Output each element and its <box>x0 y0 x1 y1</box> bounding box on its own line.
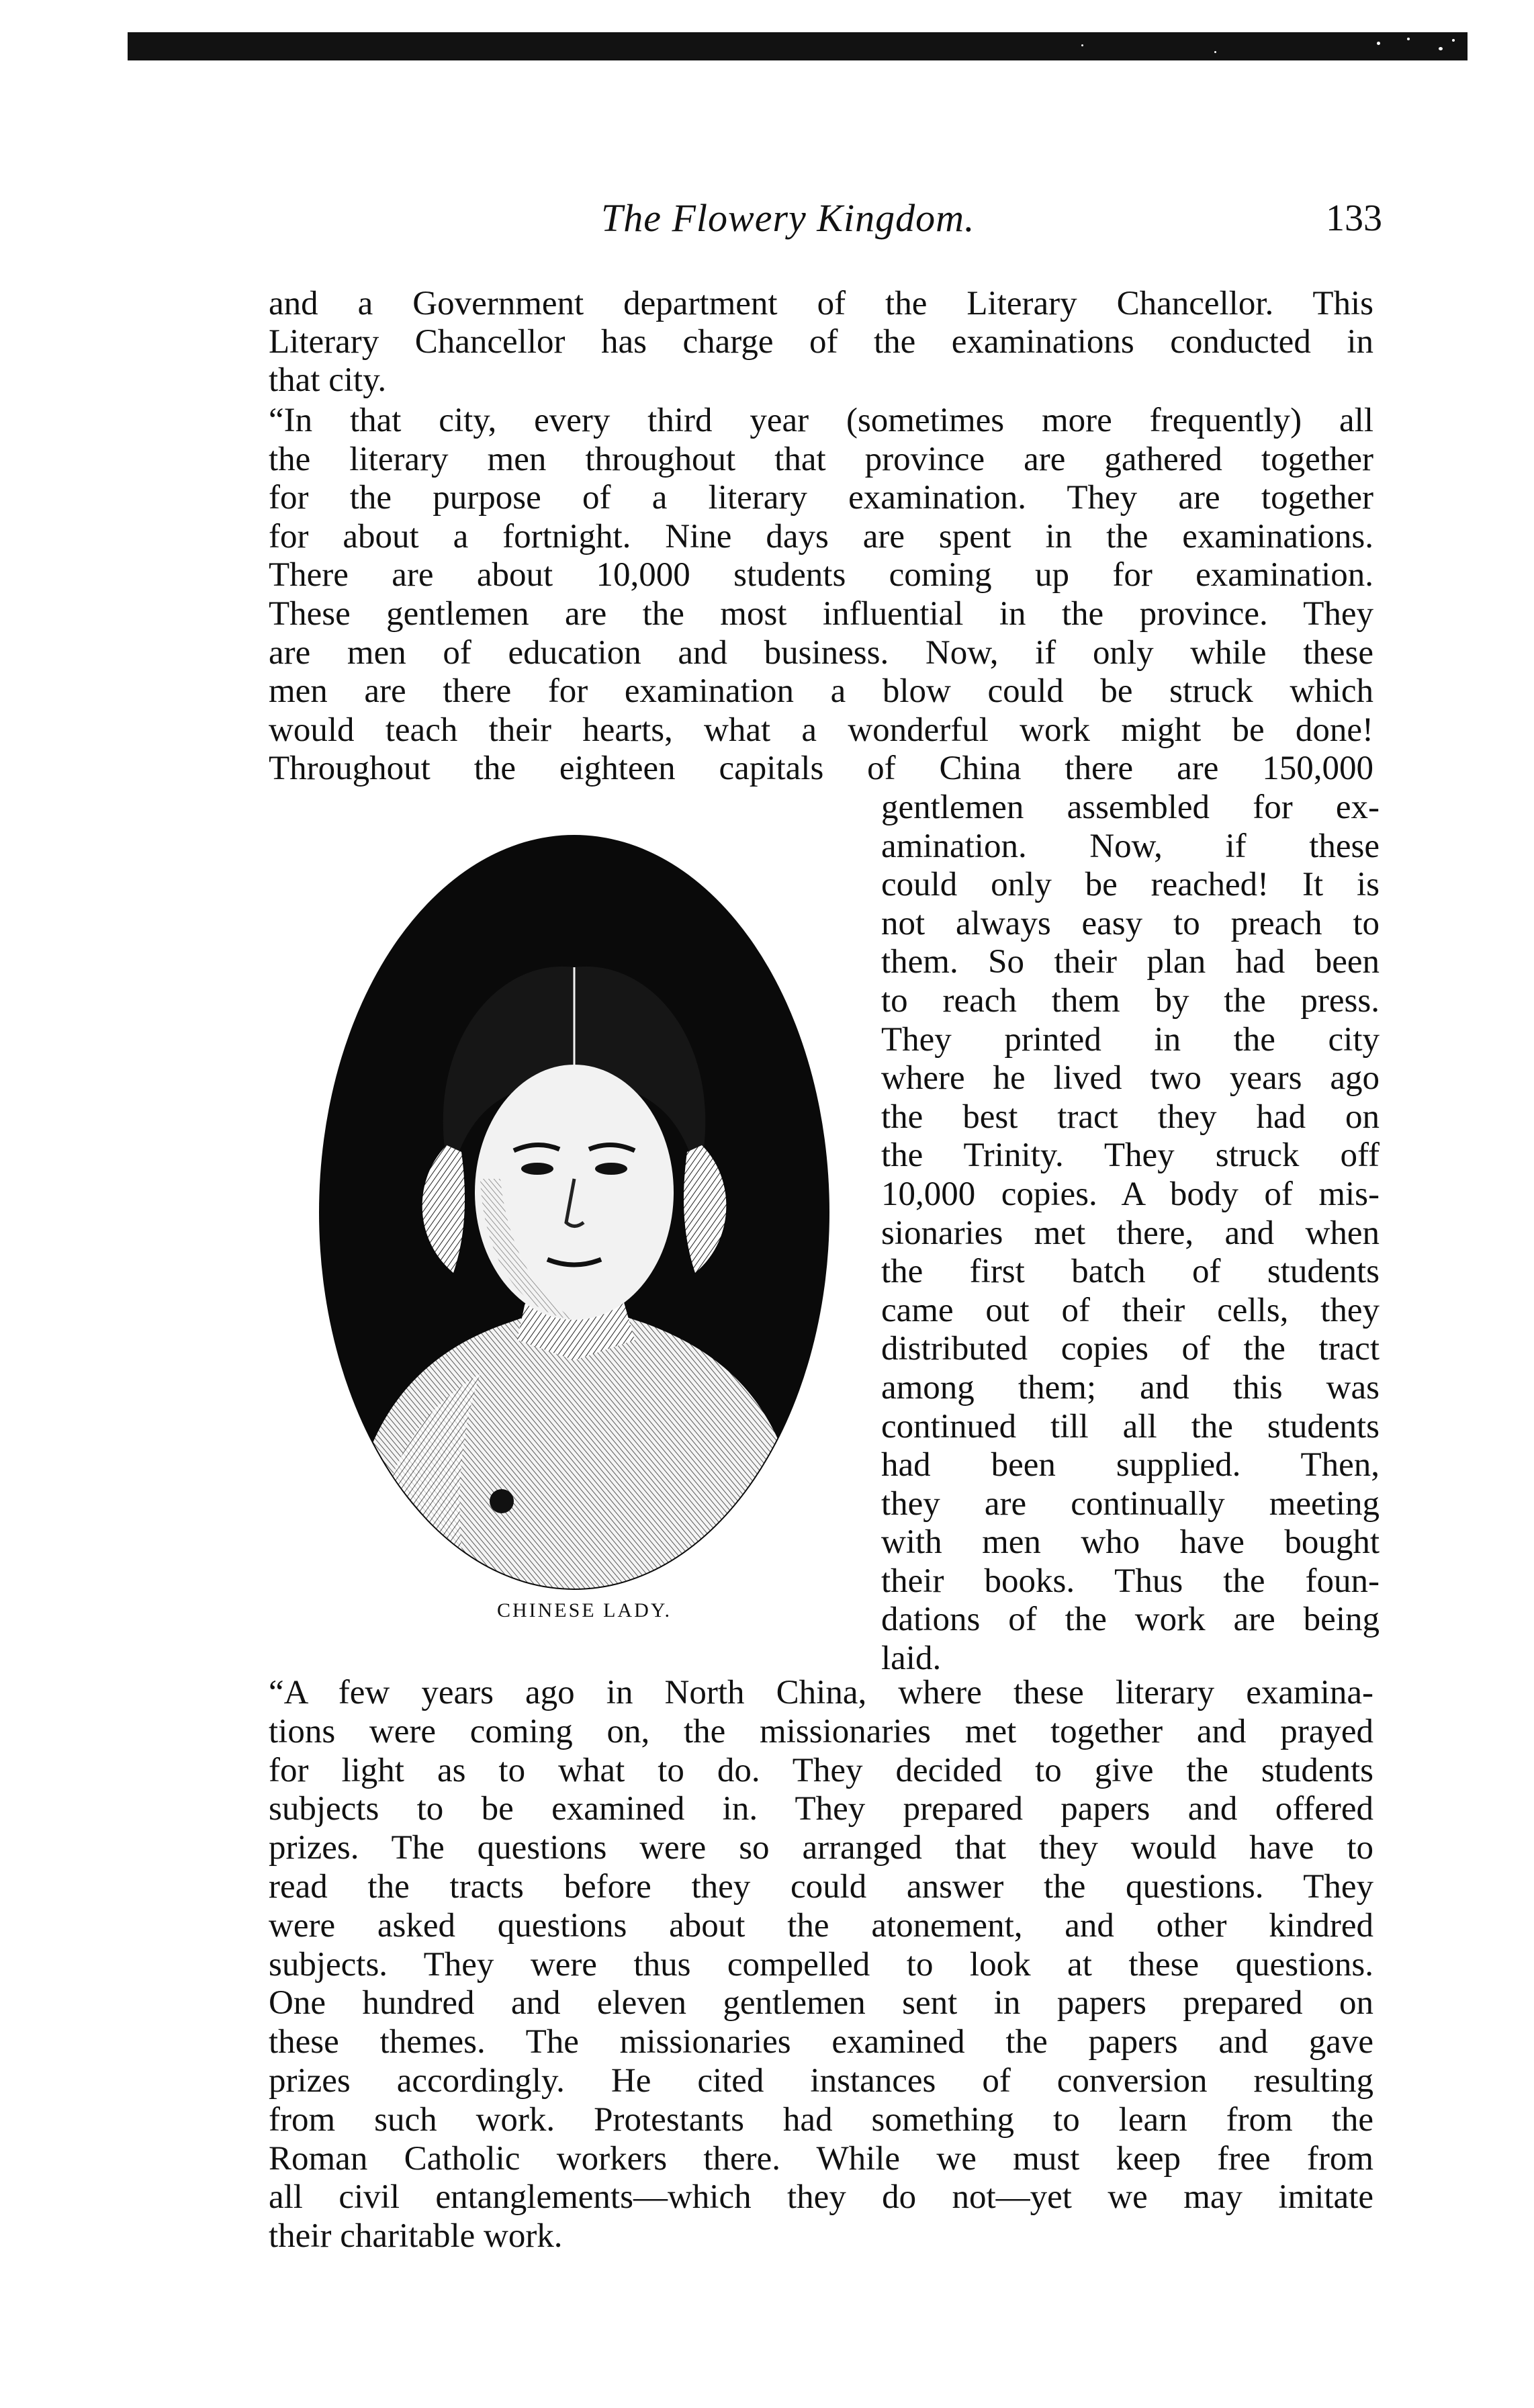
text-line: tions were coming on, the missionaries met together and prayed <box>269 1712 1373 1750</box>
text-line: There are about 10,000 students coming up for examination. <box>269 556 1373 594</box>
text-line: Literary Chancellor has charge of the examinations conducted in <box>269 323 1373 361</box>
text-line: their charitable work. <box>269 2217 563 2256</box>
text-line: all civil entanglements—which they do not—yet we may imitate <box>269 2178 1373 2217</box>
text-line: men are there for examination a blow could be struck which <box>269 672 1373 711</box>
portrait-engraving <box>306 830 843 1595</box>
rule-speck <box>1081 44 1083 46</box>
text-line: continued till all the students <box>881 1407 1380 1445</box>
text-line: to reach them by the press. <box>881 981 1380 1020</box>
text-line: prizes. The questions were so arranged that they would have to <box>269 1829 1373 1867</box>
text-line: the literary men throughout that province are gathered together <box>269 440 1373 478</box>
text-line: from such work. Protestants had something to learn from the <box>269 2100 1373 2139</box>
text-line: among them; and this was <box>881 1368 1380 1407</box>
paragraph-2 <box>269 402 1373 789</box>
text-line: gentlemen assembled for ex- <box>881 789 1380 826</box>
text-line: dations of the work are being <box>881 1601 1380 1639</box>
text-line: subjects to be examined in. They prepared papers and offered <box>269 1790 1373 1828</box>
text-line: “In that city, every third year (sometimes more frequently) all <box>269 402 1373 439</box>
text-line: prizes accordingly. He cited instances of conversion resulting <box>269 2061 1373 2100</box>
text-line: that city. <box>269 361 387 399</box>
text-line: with men who have bought <box>881 1523 1380 1562</box>
text-line: their books. Thus the foun- <box>881 1562 1380 1600</box>
face <box>475 1065 674 1320</box>
text-line: where he lived two years ago <box>881 1059 1380 1098</box>
garment-button <box>490 1489 514 1513</box>
text-line: for the purpose of a literary examination. They are together <box>269 479 1373 517</box>
paragraph-2-wrap <box>881 789 1380 1679</box>
text-line: and a Government department of the Literary Chancellor. This <box>269 285 1373 322</box>
text-line: These gentlemen are the most influential in the province. They <box>269 594 1373 633</box>
rule-speck <box>1214 51 1216 53</box>
text-line: read the tracts before they could answer the questions. They <box>269 1867 1373 1906</box>
text-line: One hundred and eleven gentlemen sent in papers prepared on <box>269 1984 1373 2022</box>
text-line: they are continually meeting <box>881 1484 1380 1523</box>
text-line: could only be reached! It is <box>881 866 1380 904</box>
figure-caption: CHINESE LADY. <box>496 1599 672 1621</box>
eye-right <box>595 1163 627 1175</box>
page-header <box>269 195 1397 242</box>
text-line: sionaries met there, and when <box>881 1214 1380 1252</box>
text-line: for about a fortnight. Nine days are spent in the examinations. <box>269 517 1373 555</box>
text-line: not always easy to preach to <box>881 904 1380 942</box>
text-line: 10,000 copies. A body of mis- <box>881 1175 1380 1213</box>
rule-speck <box>1452 39 1455 42</box>
running-title: The Flowery Kingdom. <box>601 196 975 240</box>
text-line: the Trinity. They struck off <box>881 1136 1380 1175</box>
text-line: them. So their plan had been <box>881 943 1380 981</box>
text-line: these themes. The missionaries examined the papers and gave <box>269 2023 1373 2061</box>
text-line: had been supplied. Then, <box>881 1446 1380 1484</box>
paragraph-3 <box>269 1674 1373 2256</box>
eye-left <box>521 1163 553 1175</box>
paragraph-1 <box>269 285 1373 400</box>
text-line: amination. Now, if these <box>881 827 1380 865</box>
portrait-illustration <box>306 830 843 1595</box>
text-line: distributed copies of the tract <box>881 1330 1380 1368</box>
text-line: came out of their cells, they <box>881 1291 1380 1329</box>
text-line: the first batch of students <box>881 1253 1380 1291</box>
rule-speck <box>1407 38 1410 40</box>
text-line: subjects. They were thus compelled to look at these questions. <box>269 1945 1373 1983</box>
top-rule <box>128 32 1468 60</box>
text-line: laid. <box>881 1640 942 1678</box>
page-number: 133 <box>1326 197 1382 239</box>
rule-speck <box>1377 42 1380 45</box>
text-line: Roman Catholic workers there. While we must keep free from <box>269 2139 1373 2178</box>
text-line: the best tract they had on <box>881 1098 1380 1136</box>
text-line: “A few years ago in North China, where these literary examina- <box>269 1674 1373 1711</box>
text-line: are men of education and business. Now, if only while these <box>269 633 1373 672</box>
text-line: for light as to what to do. They decided to give the students <box>269 1751 1373 1789</box>
rule-speck <box>1439 47 1443 50</box>
text-line: Throughout the eighteen capitals of China there are 150,000 <box>269 750 1373 788</box>
text-line: would teach their hearts, what a wonderful work might be done! <box>269 711 1373 749</box>
text-line: They printed in the city <box>881 1020 1380 1059</box>
text-line: were asked questions about the atonement, and other kindred <box>269 1906 1373 1945</box>
